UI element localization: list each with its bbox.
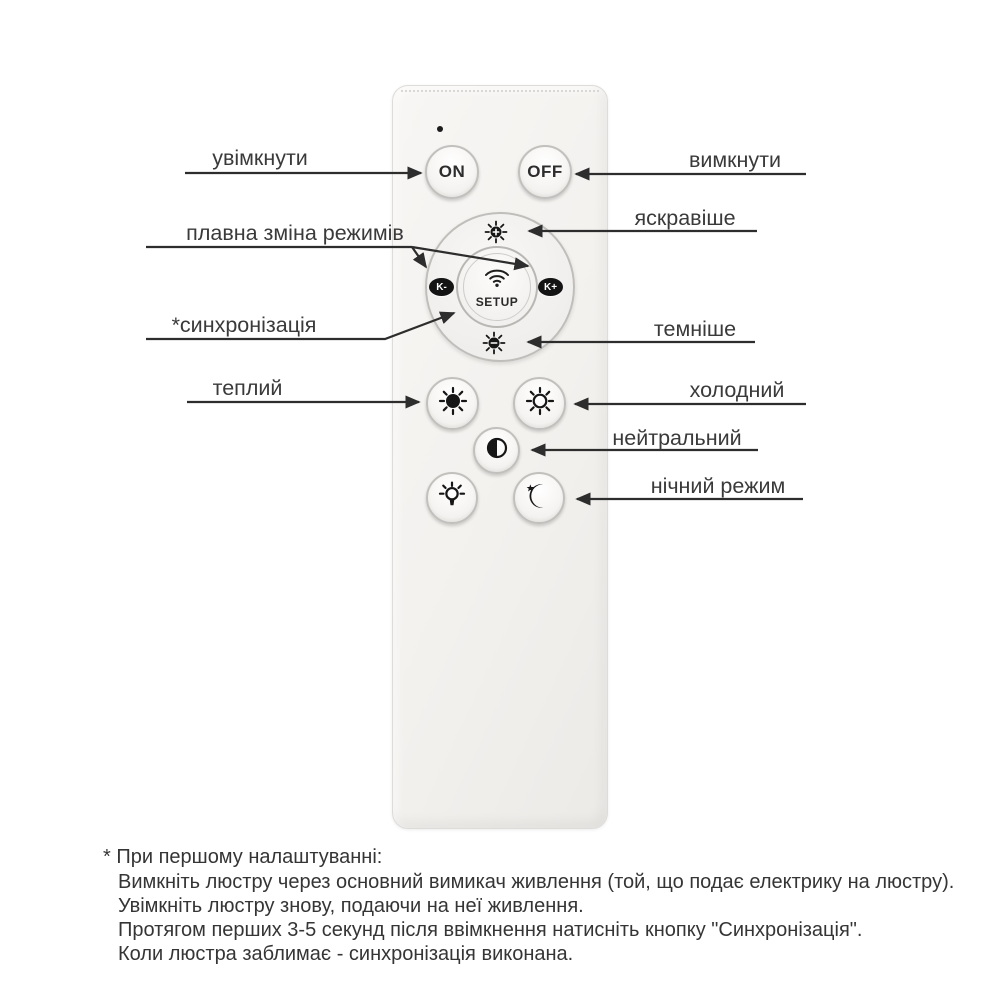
top-stitch-texture [401, 90, 599, 92]
callout-brighter: яскравіше [634, 206, 736, 230]
callout-darker: темніше [653, 317, 737, 341]
footnote-line-3: Увімкніть люстру знову, подаючи на неї живлення. [118, 895, 584, 917]
neutral-light-button [473, 427, 520, 474]
setup-button [456, 246, 538, 328]
led-indicator-dot [437, 126, 443, 132]
callout-neutral: нейтральний [612, 426, 742, 450]
k-minus-button [429, 278, 454, 296]
callout-cold: холодний [689, 378, 785, 402]
wifi-icon [482, 266, 512, 294]
footnote-line-2: Вимкніть люстру через основний вимикач живлення (той, що подає електрику на люстру). [118, 871, 955, 893]
setup-label: SETUP [475, 294, 519, 309]
footnote-line-5: Коли люстра заблимає - синхронізація виконана. [118, 943, 574, 965]
cold-light-button [513, 377, 566, 430]
callout-warm: теплий [212, 376, 283, 400]
k-plus-button [538, 278, 563, 296]
on-button-label: ON [438, 162, 466, 181]
setup-button-face [463, 253, 531, 321]
off-button-label: OFF [527, 162, 563, 181]
moon-star-icon [524, 481, 554, 516]
off-button [518, 145, 572, 199]
callout-sync: *синхронізація [171, 313, 317, 337]
sun-filled-icon [436, 384, 470, 423]
callout-turn-off: вимкнути [688, 148, 782, 172]
sun-outline-icon [523, 384, 557, 423]
bulb-rays-icon [437, 481, 467, 516]
callout-night-mode: нічний режим [650, 474, 786, 498]
night-mode-button [513, 472, 565, 524]
k-minus-label: K- [436, 281, 447, 293]
footnote-line-4: Протягом перших 3-5 секунд після ввімкнення натисніть кнопку "Синхронізація". [118, 919, 863, 941]
sun-minus-icon [479, 328, 509, 363]
contrast-half-circle-icon [484, 435, 510, 466]
callout-mode-change: плавна зміна режимів [186, 221, 404, 245]
k-plus-label: K+ [543, 281, 558, 293]
full-light-button [426, 472, 478, 524]
footnote-line-1: * При першому налаштуванні: [103, 846, 383, 868]
warm-light-button [426, 377, 479, 430]
on-button [425, 145, 479, 199]
callout-turn-on: увімкнути [212, 146, 308, 170]
